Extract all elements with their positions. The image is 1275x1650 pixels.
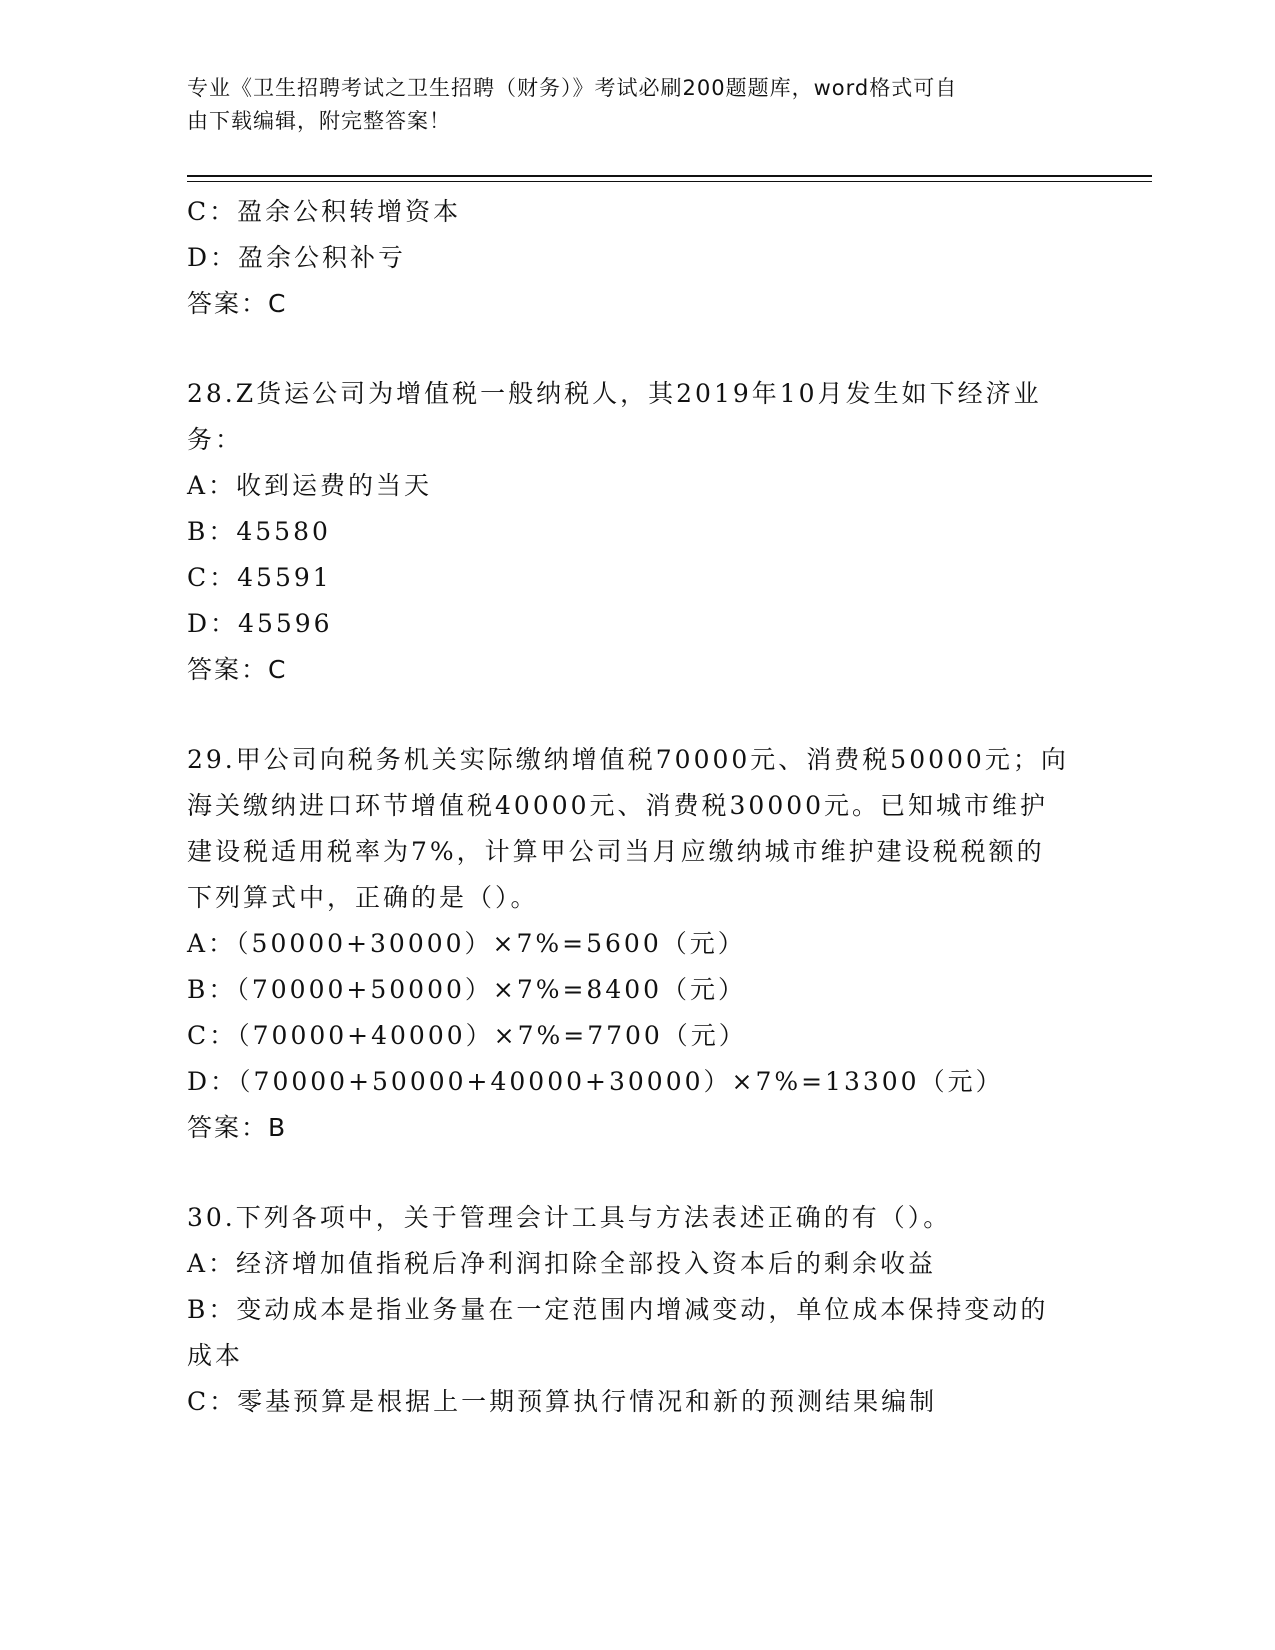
option-b: B：45580 xyxy=(187,517,331,546)
option-c: C：零基预算是根据上一期预算执行情况和新的预测结果编制 xyxy=(187,1387,938,1416)
option-b: B：变动成本是指业务量在一定范围内增减变动，单位成本保持变动的 xyxy=(187,1295,1049,1324)
document-header xyxy=(187,72,1067,138)
header-divider-thick xyxy=(187,175,1152,177)
option-c: C：盈余公积转增资本 xyxy=(187,197,462,226)
spacer xyxy=(187,693,1087,737)
question-stem: 29.甲公司向税务机关实际缴纳增值税70000元、消费税50000元；向 xyxy=(187,745,1069,774)
question-stem-cont: 海关缴纳进口环节增值税40000元、消费税30000元。已知城市维护 xyxy=(187,791,1049,820)
option-a: A：（50000+30000）×7%=5600（元） xyxy=(187,929,746,958)
option-d: D：盈余公积补亏 xyxy=(187,243,407,272)
header-line-2: 由下载编辑，附完整答案！ xyxy=(187,109,451,133)
question-stem-cont: 务： xyxy=(187,425,244,454)
option-a: A：经济增加值指税后净利润扣除全部投入资本后的剩余收益 xyxy=(187,1249,937,1278)
question-29 xyxy=(187,737,1087,1151)
option-b: B：（70000+50000）×7%=8400（元） xyxy=(187,975,747,1004)
spacer xyxy=(187,327,1087,371)
option-c: C：45591 xyxy=(187,563,332,592)
question-list xyxy=(187,189,1087,1425)
header-line-1: 专业《卫生招聘考试之卫生招聘（财务）》考试必刷200题题库，word格式可自 xyxy=(187,76,958,100)
question-30 xyxy=(187,1195,1087,1425)
question-stem: 30.下列各项中，关于管理会计工具与方法表述正确的有（）。 xyxy=(187,1203,952,1232)
header-divider-thin xyxy=(187,181,1152,182)
question-27-tail xyxy=(187,189,1087,327)
answer: 答案：B xyxy=(187,1113,288,1142)
question-28 xyxy=(187,371,1087,693)
option-c: C：（70000+40000）×7%=7700（元） xyxy=(187,1021,747,1050)
question-stem-cont: 建设税适用税率为7%，计算甲公司当月应缴纳城市维护建设税税额的 xyxy=(187,837,1045,866)
option-a: A：收到运费的当天 xyxy=(187,471,433,500)
question-stem-cont: 下列算式中，正确的是（）。 xyxy=(187,883,539,912)
answer: 答案：C xyxy=(187,655,288,684)
question-stem: 28.Z货运公司为增值税一般纳税人，其2019年10月发生如下经济业 xyxy=(187,379,1042,408)
answer: 答案：C xyxy=(187,289,288,318)
option-d: D：45596 xyxy=(187,609,333,638)
option-d: D：（70000+50000+40000+30000）×7%=13300（元） xyxy=(187,1067,1004,1096)
option-b-cont: 成本 xyxy=(187,1341,244,1370)
spacer xyxy=(187,1151,1087,1195)
